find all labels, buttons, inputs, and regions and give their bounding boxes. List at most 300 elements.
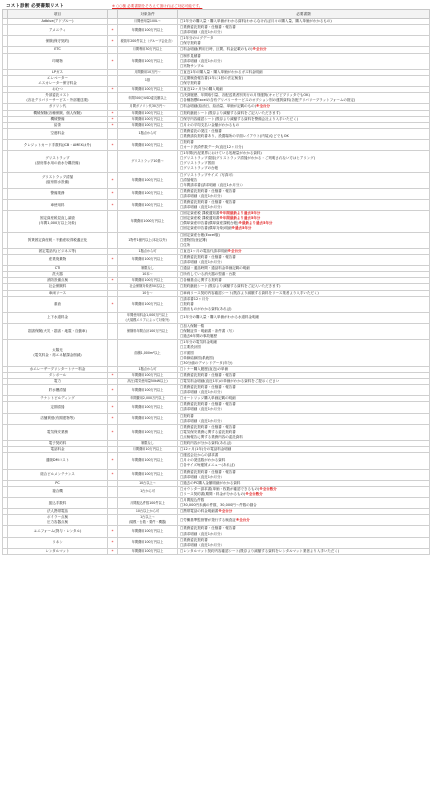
required-mark: *: [108, 372, 118, 378]
doc-item: □月々の平均支払い金額がわかるもの: [180, 122, 240, 127]
target-cell: [118, 53, 178, 69]
table-row: [3, 25, 430, 36]
doc-item: □グリストラップ図面: [180, 161, 215, 166]
cell-line: 上下水道料金: [47, 315, 68, 320]
cell-line: 制限なし: [141, 441, 154, 446]
doc-item: □直近12ヶ月分の購入明細: [180, 87, 223, 92]
category-cell: [8, 200, 108, 211]
category-cell: [8, 413, 108, 424]
cell-line: グリストラップ清掃: [41, 175, 74, 180]
doc-item: □業務委託の発注・仕様書: [180, 128, 222, 133]
table-row: [3, 453, 430, 469]
cell-line: ダンボール: [48, 372, 67, 377]
cell-line: 社会保険対象者50名以上: [129, 284, 166, 289]
doc-item: □過去のPC購入金額明細がわかる資料: [180, 480, 241, 485]
docs-cell: [178, 312, 430, 323]
cell-line: 年間費用100万円以上: [131, 122, 164, 127]
required-mark: *: [108, 548, 118, 554]
doc-item: □直近1年の購入量・購入単価がわかるガス料金明細: [180, 69, 263, 74]
category-header: 項目: [8, 10, 108, 19]
doc-item: □実物サンプル: [180, 63, 204, 68]
required-mark: [108, 340, 118, 366]
doc-item: □グリストラップサイズ（写真可）: [180, 172, 236, 177]
doc-item: □車両リース契約内容確認シート(既存より減額する資料をリース業者より入手いただく): [180, 290, 319, 295]
doc-item: □電気料金明細(直近1年)の単価がわかる資料をご提示ください: [180, 379, 280, 383]
required-mark: *: [108, 139, 118, 150]
target-cell: [118, 211, 178, 232]
docs-cell: [178, 402, 430, 413]
cell-line: 月間ガソリン代30万円～: [129, 104, 166, 109]
cell-line: 年間費用100万円以上: [131, 458, 164, 463]
cell-line: 太陽光: [52, 347, 63, 352]
doc-item: □加入保険一覧: [180, 324, 205, 329]
doc-item: □契約継続シート(既存より減額する資料をご記入いただきます): [180, 110, 281, 115]
cell-line: 年間費用100万円以上: [131, 202, 164, 207]
docs-cell: [178, 548, 430, 554]
doc-item: □保守契約書: [180, 81, 201, 86]
cell-line: レンタルマット: [45, 548, 70, 553]
cell-line: ユニフォーム(貸与・レンタル): [33, 528, 82, 533]
required-mark: *: [108, 402, 118, 413]
required-mark: *: [108, 36, 118, 47]
cell-line: 月間費用10万円～: [134, 69, 161, 74]
doc-emphasis: ※全台数分: [259, 486, 277, 491]
doc-text: □リース契約書(期間・料金が分かるもの): [180, 491, 246, 496]
target-cell: [118, 312, 178, 323]
table-row: [3, 515, 430, 526]
doc-item: □契約継続シート(既存より減額する資料をご記入いただきます): [180, 284, 281, 289]
doc-item: □各種指標Excelの含有デリバリーサービスのオプション別の運賃資料(各配デリバリープラットフォームの指定): [180, 98, 356, 103]
cell-line: テナントビルディング: [40, 396, 75, 401]
cell-line: 洗火器: [52, 272, 63, 277]
doc-item: □30分値のデマンドデータ(年分): [180, 360, 233, 365]
cell-line: エレベーター: [47, 75, 68, 80]
cell-line: 月間利用30万円以上: [132, 47, 163, 52]
category-cell: [8, 340, 108, 366]
required-mark: [108, 93, 118, 104]
target-cell: [118, 75, 178, 86]
category-cell: [8, 486, 108, 497]
table-row: [3, 469, 430, 480]
docs-header: 必要書類: [178, 10, 430, 19]
required-mark: *: [108, 172, 118, 188]
doc-item: □請求明細（直近1か月分）: [180, 418, 225, 423]
docs-cell: [178, 424, 430, 440]
cell-line: 1拠点から可: [138, 366, 157, 371]
doc-item: □カード決済件数データ(直近12ヶ月分): [180, 145, 243, 150]
required-mark: *: [108, 469, 118, 480]
required-mark: [108, 151, 118, 172]
cell-line: 年間費用2,000万円以上: [130, 396, 165, 401]
doc-item: □業務委託契約書・仕様書・報告書: [180, 200, 236, 204]
target-cell: [118, 128, 178, 139]
doc-emphasis: ※年間最新より過去5年分: [219, 216, 261, 221]
doc-item: □通話・通話時間・通話料金単価記載の明細: [180, 266, 250, 271]
cell-line: 月間振込件数100件以上: [130, 500, 165, 505]
cell-line: 総合ビルメンテナンス: [40, 472, 75, 477]
cell-line: 店舗賃借(有期建物等): [40, 416, 75, 421]
category-cell: [8, 312, 108, 323]
docs-cell: [178, 324, 430, 340]
required-mark: [108, 324, 118, 340]
target-cell: [118, 453, 178, 469]
target-header: 対象条件: [118, 10, 178, 19]
cell-line: 振込手数料: [48, 500, 67, 505]
category-cell: [8, 324, 108, 340]
cell-line: 重油: [54, 301, 61, 306]
docs-cell: [178, 340, 430, 366]
cell-line: 年間費用100万円以上: [131, 87, 164, 92]
doc-item: □請求明細（直近1か月分）: [180, 542, 225, 547]
table-row: [3, 128, 430, 139]
table-body: [3, 19, 430, 555]
table-row: [3, 340, 430, 366]
target-cell: [118, 296, 178, 312]
cell-line: 給茶: [54, 122, 61, 127]
required-mark: *: [108, 537, 118, 548]
doc-item: □1年分の電気料金明細: [180, 340, 218, 345]
category-cell: [8, 25, 108, 36]
cell-line: 年間300万USD委託額以上: [128, 95, 167, 100]
cell-line: 固定資産税見直し調査: [40, 216, 75, 221]
doc-item: [180, 47, 428, 52]
cell-line: (厨房排水設備): [45, 180, 70, 185]
cell-line: CTI: [54, 266, 61, 271]
category-cell: [8, 497, 108, 508]
doc-item: □清掃報告: [180, 177, 198, 182]
cell-line: 1拠点から可: [138, 131, 157, 136]
cell-line: 警備業務: [50, 191, 65, 196]
cell-line: 年間費用100万円以上: [131, 257, 164, 262]
docs-cell: [178, 200, 430, 211]
cell-line: 法人携帯電話: [47, 509, 68, 514]
cell-line: 電力: [54, 379, 61, 383]
cell-line: 月間費用10万円以上: [132, 447, 163, 452]
cell-line: 空港料金: [50, 131, 65, 136]
cell-line: 機械保険(各種保険、個人保険): [33, 110, 82, 115]
doc-item: □業務委託契約書・仕様書・報告書: [180, 402, 236, 407]
cell-line: 貯水槽清掃: [48, 387, 67, 392]
cell-line: 年間費用100万円以上: [131, 372, 164, 377]
doc-item: □トナー購入履歴(直近)の単価: [180, 366, 229, 371]
doc-item: □月々の発送数がわかる資料: [180, 458, 226, 463]
category-cell: [8, 151, 108, 172]
target-cell: [118, 548, 178, 554]
docs-cell: [178, 515, 430, 526]
table-row: [3, 413, 430, 424]
doc-item: □業務委託契約書・仕様書・報告書: [180, 25, 236, 30]
doc-item: □各種基点に関する契約書: [180, 278, 222, 283]
required-mark: *: [108, 526, 118, 537]
table-row: [3, 200, 430, 211]
doc-item: □契約書: [180, 301, 194, 306]
doc-item: □カートリッジ購入単価記載の明細: [180, 396, 236, 401]
target-cell: [118, 232, 178, 248]
doc-item: □単線結線図(系統図): [180, 355, 215, 360]
docs-cell: [178, 232, 430, 248]
category-cell: [8, 93, 108, 104]
cell-line: 年間費用100万円以上: [131, 528, 164, 533]
cell-line: グリストラップ10基～: [131, 158, 164, 163]
required-mark: [108, 486, 118, 497]
doc-item: □1年分の購入量・購入単価がわかる水道料金明細: [180, 315, 260, 320]
doc-item: □業務委託契約書・仕様書・報告書: [180, 188, 236, 193]
required-mark: [108, 497, 118, 508]
docs-cell: [178, 469, 430, 480]
doc-item: □決済履歴、年間取引量、各配送業者別実行の月別運賃(キャピピプリッタでもOK): [180, 93, 310, 98]
required-mark: *: [108, 87, 118, 93]
cell-line: 年間費用100万円以上: [131, 301, 164, 306]
cell-line: (大規模エリアによって対象外): [125, 317, 170, 322]
cell-line: 年間費用100万円以上: [131, 177, 164, 182]
target-cell: [118, 486, 178, 497]
cell-line: 年間費用100万円以上: [131, 191, 164, 196]
required-mark: *: [108, 453, 118, 469]
cell-line: 1台以上～: [140, 515, 155, 520]
cell-line: (厨房排水用の油水分離設備): [35, 161, 80, 166]
doc-item: □契約書: [180, 413, 194, 418]
table-row: [3, 497, 430, 508]
doc-item: □月間振込件数: [180, 497, 205, 502]
doc-text: □料金明細(利用日時、区間、料金記載のもの): [180, 47, 253, 52]
category-cell: [8, 36, 108, 47]
category-cell: [8, 385, 108, 396]
target-cell: [118, 200, 178, 211]
doc-item: □30,000円未満の件数、30,000円～件数の割合: [180, 503, 257, 508]
doc-item: □グリストラップの台帳: [180, 166, 219, 171]
required-mark: *: [108, 413, 118, 424]
doc-item: □業務委託契約書・仕様書・報告書: [180, 469, 236, 474]
cell-line: 年間費用100万円以上: [131, 110, 164, 115]
doc-item: □業務請負契約書あり、設置場所の平面レイアウト(内装)などでもOK: [180, 133, 289, 138]
cell-line: 損害保険(火災・損害・地震・自動車): [28, 329, 87, 334]
target-cell: [118, 172, 178, 188]
target-cell: [118, 402, 178, 413]
doc-item: □主要設計図: [180, 345, 201, 350]
doc-item: □業務委託契約書・仕様書・報告書: [180, 254, 236, 259]
required-mark: [108, 515, 118, 526]
docs-cell: [178, 526, 430, 537]
cell-line: 電子契約料: [48, 441, 67, 446]
doc-item: [180, 226, 428, 231]
cell-line: 車両リース: [48, 290, 67, 295]
doc-item: □レンタルマット契約内容確認シート(既存より減額する資料をレンタルマット業者より入手いただく): [180, 548, 340, 553]
required-mark: *: [108, 296, 118, 312]
doc-item: □請求明細（直近1か月分）: [180, 407, 225, 412]
doc-text: □固定資産申告書(償却対象)明細: [180, 226, 232, 231]
doc-item: [180, 509, 428, 514]
table-row: [3, 385, 430, 396]
cell-line: アメニティ: [48, 27, 66, 32]
cell-line: 外部委託コスト: [45, 93, 70, 98]
target-cell: [118, 526, 178, 537]
category-cell: [8, 172, 108, 188]
cell-line: 1拠点から可: [138, 248, 157, 253]
category-cell: [8, 526, 108, 537]
required-mark: *: [108, 122, 118, 128]
category-cell: [8, 232, 108, 248]
target-cell: [118, 188, 178, 199]
required-mark: *: [108, 110, 118, 116]
required-mark: *: [108, 385, 118, 396]
table-row: [3, 312, 430, 323]
cell-line: 10台以上から可: [135, 509, 160, 514]
cell-line: ETC: [54, 47, 61, 52]
page-title: コスト診断 必要書類リスト: [6, 4, 64, 9]
docs-cell: [178, 497, 430, 508]
docs-cell: [178, 93, 430, 104]
cell-line: 機械警備: [50, 116, 65, 121]
table-row: [3, 211, 430, 232]
doc-item: □契約書: [180, 139, 194, 144]
cell-line: クレジットカード手数料(JCB・AMEXは外): [23, 142, 92, 147]
cell-line: (各社デリバリーサービス・外部運送業): [26, 98, 89, 103]
category-cell: [8, 53, 108, 69]
doc-item: □業務委託契約書・仕様書・報告書: [180, 385, 236, 390]
doc-item: □業務委託契約書・仕様書・報告書: [180, 424, 236, 429]
cell-line: ガソリン代: [48, 104, 67, 109]
doc-item: □保険証券・明細書・条件書（写）: [180, 329, 236, 334]
cell-line: 年間費用100万円以上: [131, 540, 164, 545]
category-cell: [8, 469, 108, 480]
cell-line: 固定電話代(ビジネス等): [38, 248, 77, 253]
cell-line: 年間費用100万円以上: [131, 142, 164, 147]
doc-emphasis: ※最新より過去5年分: [238, 221, 273, 226]
doc-emphasis: ※過去5年分: [231, 226, 252, 231]
required-mark: *: [108, 278, 118, 284]
target-cell: [118, 139, 178, 150]
doc-item: □請求明細（直近1か月分）: [180, 58, 225, 63]
required-mark: *: [108, 25, 118, 36]
cell-line: 保険料年間合計100万円以上: [126, 329, 169, 334]
docs-cell: [178, 188, 430, 199]
docs-cell: [178, 151, 430, 172]
required-mark: [108, 312, 118, 323]
doc-item: □1年間(汚泥業界におけている処理量がわかる資料): [180, 151, 262, 156]
doc-item: □過去6年間の事故履歴: [180, 334, 218, 339]
category-cell: [8, 537, 108, 548]
required-mark: [108, 128, 118, 139]
docs-cell: [178, 296, 430, 312]
doc-item: □請求明細（直近1か月分）: [180, 390, 225, 395]
doc-item: [180, 492, 428, 497]
doc-text: □固定資産税 課税通知書: [180, 211, 220, 216]
cell-line: 圧力容器点検: [47, 520, 68, 525]
category-cell: [8, 139, 108, 150]
required-mark: *: [108, 254, 118, 265]
category-cell: [8, 254, 108, 265]
cell-line: 高圧(電気使用量50kW以上): [127, 379, 168, 383]
required-mark: *: [108, 200, 118, 211]
doc-item: □請求明細（直近1か月分）: [180, 193, 225, 198]
cell-line: リネン: [52, 540, 63, 545]
doc-item: □請求明細（直近1か月分）: [180, 260, 225, 265]
cell-line: 保険(保守契約): [45, 38, 70, 43]
cell-line: 制限なし: [141, 266, 154, 271]
cell-line: 複合機: [52, 489, 63, 494]
doc-item: □定期検査報告書(1年に1回の法定検査): [180, 75, 243, 80]
doc-item: □保守契約書: [180, 41, 201, 46]
doc-item: □1年分のログデータ: [180, 36, 214, 41]
doc-text: □労働基準監督署が発行する検査証: [180, 517, 236, 522]
target-cell: [118, 413, 178, 424]
doc-emphasis: ※全台分: [235, 517, 250, 522]
category-cell: [8, 424, 108, 440]
table-header-row: [3, 10, 430, 19]
cell-line: 消防設備点検: [47, 278, 68, 283]
table-row: [3, 75, 430, 86]
required-mark: *: [108, 53, 118, 69]
cell-line: ボイラー点検: [47, 515, 68, 520]
doc-item: □業務委託契約書・仕様書・報告書: [180, 526, 236, 531]
table-row: [3, 424, 430, 440]
docs-cell: [178, 36, 430, 47]
target-cell: [118, 340, 178, 366]
cell-line: 1基: [144, 78, 151, 83]
cell-line: 10台～: [142, 290, 153, 295]
page-note: ※ ○○様 必要書類をそろえて頂ければご対応可能です。: [112, 4, 203, 8]
doc-item: □住所: [180, 242, 191, 247]
table-row: [3, 402, 430, 413]
table-row: [3, 93, 430, 104]
cell-line: 定期清掃: [50, 404, 65, 409]
doc-text: □直近1ヶ月の電話代請求明細: [180, 248, 228, 253]
doc-item: □業務委託契約書: [180, 537, 208, 542]
doc-emphasis: ※全台分: [227, 248, 242, 253]
table-row: [3, 526, 430, 537]
table-row: [3, 151, 430, 172]
doc-item: □12ヶ月(1年)分の電話料金明細: [180, 447, 232, 452]
doc-item: □請求明細（直近1か月分）: [180, 30, 225, 35]
doc-item: □1年分の購入量・購入単価がわかる資料(わからなければ月々の購入量、購入単価がわかるもの): [180, 19, 332, 23]
table-row: [3, 53, 430, 69]
required-mark: [108, 232, 118, 248]
table-row: [3, 548, 430, 554]
target-cell: [118, 424, 178, 440]
doc-text: □料金明細(給油日、給油量、単価が記載のもの): [180, 104, 257, 109]
category-cell: [8, 75, 108, 86]
docs-cell: [178, 453, 430, 469]
docs-cell: [178, 139, 430, 150]
doc-item: □電気保安業務に関する委託契約書: [180, 429, 236, 434]
required-mark: [108, 211, 118, 232]
cell-line: 面積1,000m²以上: [134, 350, 161, 355]
target-cell: [118, 93, 178, 104]
cell-line: 年間費用100万円以上: [131, 278, 164, 283]
doc-item: □年間請求書(請求明細（直近1か月分））: [180, 182, 245, 187]
cell-line: 年間費用100万円以上: [131, 116, 164, 121]
docs-cell: [178, 537, 430, 548]
target-cell: [118, 36, 178, 47]
doc-emphasis: ※全台分: [218, 509, 233, 514]
cell-line: 電気保安業務: [47, 429, 68, 434]
table-row: [3, 172, 430, 188]
table-row: [3, 188, 430, 199]
doc-item: □請求書12ヶ月分: [180, 296, 209, 301]
target-cell: [118, 469, 178, 480]
doc-item: □請求明細（直近1か月分）: [180, 205, 225, 210]
target-cell: [118, 537, 178, 548]
category-cell: [8, 453, 108, 469]
cell-line: Adblue(アドブルー): [41, 19, 74, 23]
doc-text: □償却資産申告書(償却資産課税台帳): [180, 221, 239, 226]
cell-line: 月間使用量100L～: [134, 19, 161, 23]
cell-line: 年間費用100万円以上: [131, 548, 164, 553]
documents-table: [2, 9, 430, 555]
category-cell: [8, 128, 108, 139]
doc-emphasis: ※全台分: [252, 47, 267, 52]
doc-item: □平面図: [180, 350, 194, 355]
